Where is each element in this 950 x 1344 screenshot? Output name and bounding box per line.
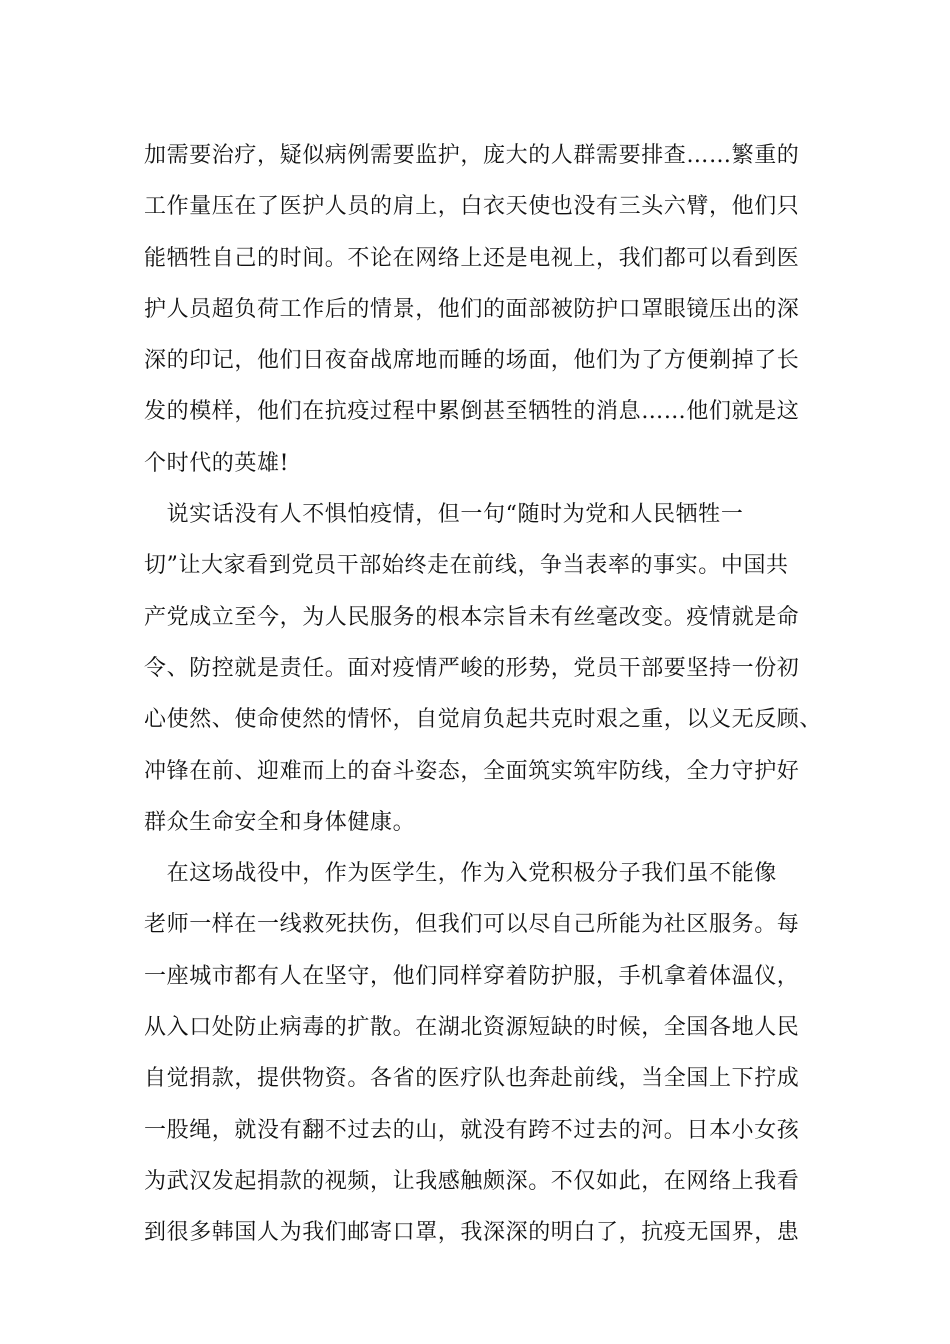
text-line: 发的模样，他们在抗疫过程中累倒甚至牺牲的消息……他们就是这 bbox=[144, 399, 800, 425]
text-line: 自觉捐款，提供物资。各省的医疗队也奔赴前线，当全国上下拧成 bbox=[144, 1066, 800, 1092]
text-line: 工作量压在了医护人员的肩上，白衣天使也没有三头六臂，他们只 bbox=[144, 194, 800, 220]
text-line: 冲锋在前、迎难而上的奋斗姿态，全面筑实筑牢防线，全力守护好 bbox=[144, 758, 800, 784]
text-line: 切”让大家看到党员干部始终走在前线，争当表率的事实。中国共 bbox=[144, 553, 789, 579]
text-line: 从入口处防止病毒的扩散。在湖北资源短缺的时候，全国各地人民 bbox=[144, 1015, 800, 1041]
text-line: 到很多韩国人为我们邮寄口罩，我深深的明白了，抗疫无国界，患 bbox=[144, 1220, 800, 1246]
text-line: 老师一样在一线救死扶伤，但我们可以尽自己所能为社区服务。每 bbox=[144, 912, 800, 938]
text-line: 产党成立至今，为人民服务的根本宗旨未有丝毫改变。疫情就是命 bbox=[144, 604, 800, 630]
text-line: 深的印记，他们日夜奋战席地而睡的场面，他们为了方便剃掉了长 bbox=[144, 348, 800, 374]
text-line: 心使然、使命使然的情怀，自觉肩负起共克时艰之重，以义无反顾、 bbox=[144, 707, 823, 733]
text-line: 令、防控就是责任。面对疫情严峻的形势，党员干部要坚持一份初 bbox=[144, 655, 800, 681]
text-line: 能牺牲自己的时间。不论在网络上还是电视上，我们都可以看到医 bbox=[144, 245, 800, 271]
text-line: 一股绳，就没有翻不过去的山，就没有跨不过去的河。日本小女孩 bbox=[144, 1117, 800, 1143]
text-line: 群众生命安全和身体健康。 bbox=[144, 809, 416, 835]
text-line: 一座城市都有人在坚守，他们同样穿着防护服，手机拿着体温仪， bbox=[144, 963, 800, 989]
text-line: 个时代的英雄! bbox=[144, 450, 290, 476]
text-line: 加需要治疗，疑似病例需要监护，庞大的人群需要排查……繁重的 bbox=[144, 143, 800, 168]
paragraph-first-line: 说实话没有人不惧怕疫情，但一句“随时为党和人民牺牲一 bbox=[144, 502, 744, 528]
text-line: 护人员超负荷工作后的情景，他们的面部被防护口罩眼镜压出的深 bbox=[144, 296, 800, 322]
body-text bbox=[144, 130, 824, 1259]
text-line: 为武汉发起捐款的视频，让我感触颇深。不仅如此，在网络上我看 bbox=[144, 1168, 800, 1194]
paragraph-first-line: 在这场战役中，作为医学生，作为入党积极分子我们虽不能像 bbox=[144, 861, 777, 887]
